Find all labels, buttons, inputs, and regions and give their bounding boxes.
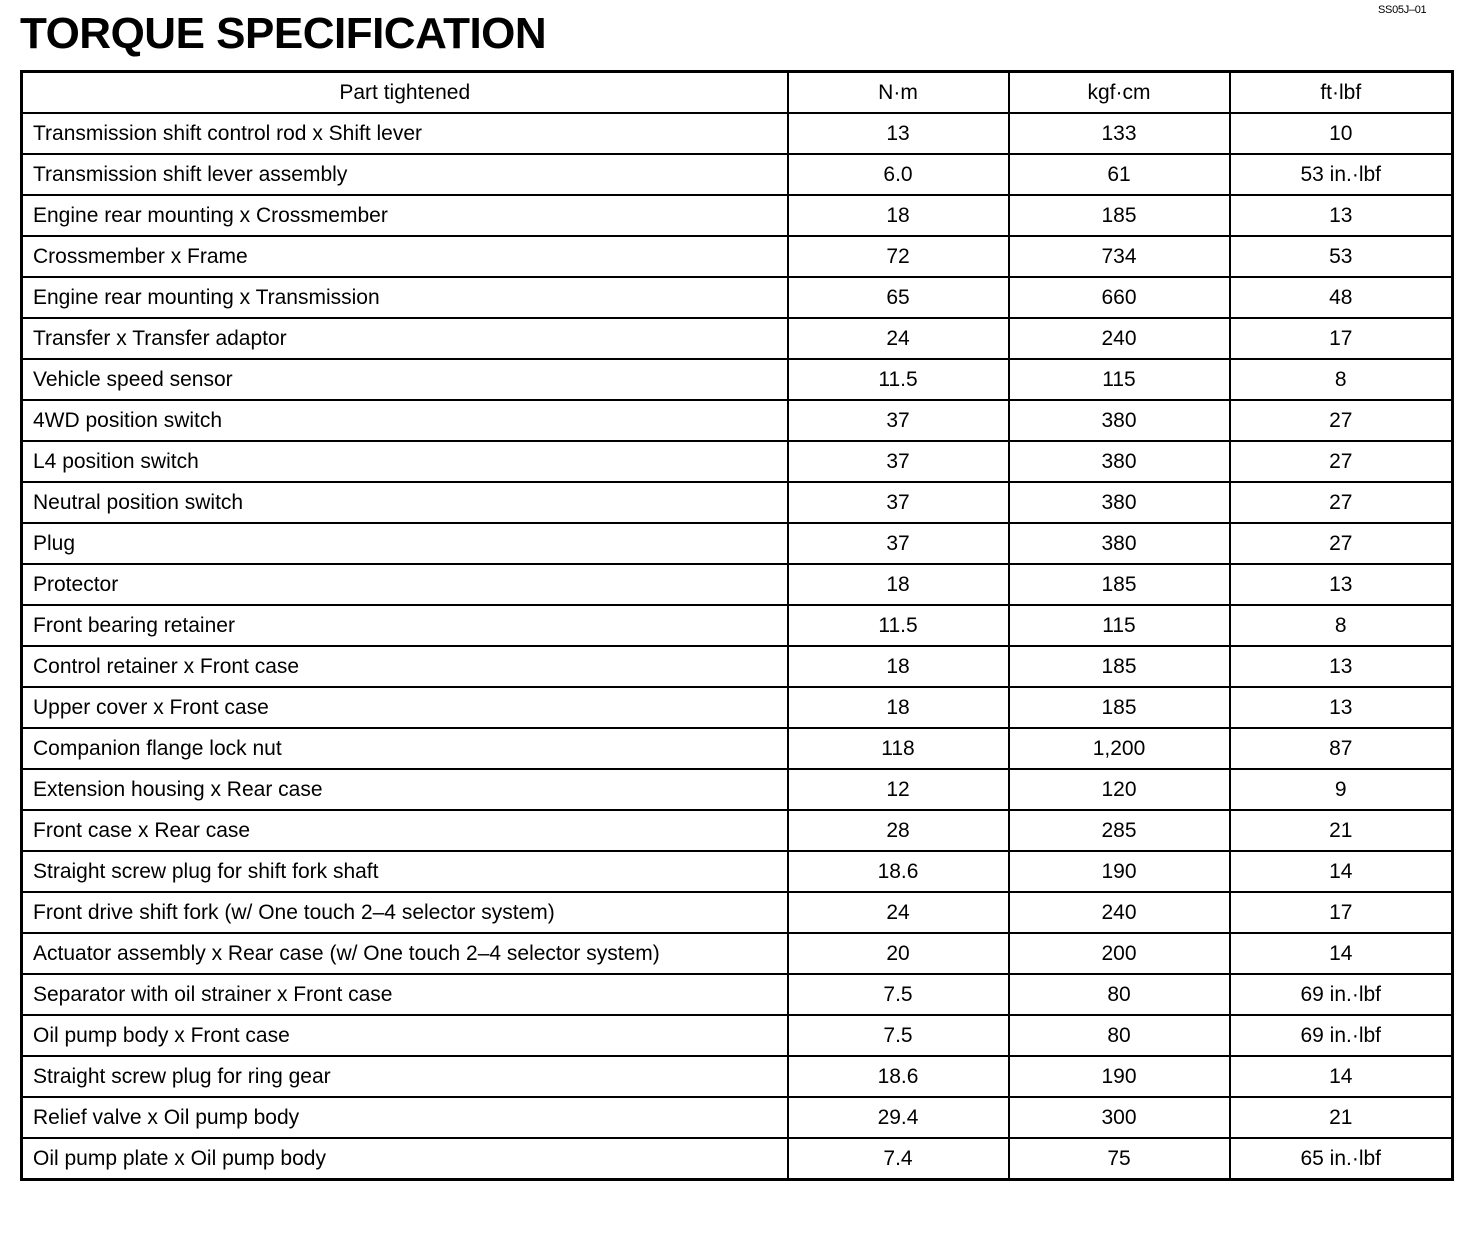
nm-cell: 11.5 <box>788 605 1009 646</box>
ft-lbf-cell: 13 <box>1230 564 1453 605</box>
nm-cell: 37 <box>788 523 1009 564</box>
ft-lbf-cell: 48 <box>1230 277 1453 318</box>
nm-cell: 18.6 <box>788 851 1009 892</box>
part-cell: Control retainer x Front case <box>22 646 788 687</box>
kgf-cm-cell: 190 <box>1009 851 1230 892</box>
nm-cell: 7.4 <box>788 1138 1009 1180</box>
ft-lbf-cell: 10 <box>1230 113 1453 154</box>
part-cell: L4 position switch <box>22 441 788 482</box>
ft-lbf-cell: 87 <box>1230 728 1453 769</box>
nm-cell: 118 <box>788 728 1009 769</box>
part-cell: Engine rear mounting x Crossmember <box>22 195 788 236</box>
table-row <box>22 646 1453 687</box>
kgf-cm-cell: 1,200 <box>1009 728 1230 769</box>
part-cell: Relief valve x Oil pump body <box>22 1097 788 1138</box>
nm-cell: 18 <box>788 687 1009 728</box>
ft-lbf-cell: 65 in.·lbf <box>1230 1138 1453 1180</box>
nm-cell: 24 <box>788 892 1009 933</box>
document-code: SS05J–01 <box>1378 4 1427 16</box>
ft-lbf-cell: 69 in.·lbf <box>1230 974 1453 1015</box>
nm-cell: 18 <box>788 195 1009 236</box>
ft-lbf-cell: 27 <box>1230 482 1453 523</box>
kgf-cm-cell: 120 <box>1009 769 1230 810</box>
nm-cell: 7.5 <box>788 1015 1009 1056</box>
kgf-cm-cell: 660 <box>1009 277 1230 318</box>
table-row <box>22 769 1453 810</box>
nm-cell: 24 <box>788 318 1009 359</box>
kgf-cm-cell: 75 <box>1009 1138 1230 1180</box>
nm-cell: 20 <box>788 933 1009 974</box>
kgf-cm-cell: 61 <box>1009 154 1230 195</box>
kgf-cm-cell: 240 <box>1009 892 1230 933</box>
nm-cell: 37 <box>788 482 1009 523</box>
ft-lbf-cell: 14 <box>1230 1056 1453 1097</box>
table-row <box>22 277 1453 318</box>
table-row <box>22 318 1453 359</box>
torque-table <box>20 70 1454 1181</box>
part-cell: Separator with oil strainer x Front case <box>22 974 788 1015</box>
table-row <box>22 564 1453 605</box>
kgf-cm-cell: 80 <box>1009 974 1230 1015</box>
nm-cell: 28 <box>788 810 1009 851</box>
table-row <box>22 359 1453 400</box>
part-cell: Straight screw plug for ring gear <box>22 1056 788 1097</box>
column-header-nm: N·m <box>788 72 1009 114</box>
part-cell: Vehicle speed sensor <box>22 359 788 400</box>
kgf-cm-cell: 185 <box>1009 195 1230 236</box>
ft-lbf-cell: 53 in.·lbf <box>1230 154 1453 195</box>
table-row <box>22 523 1453 564</box>
kgf-cm-cell: 185 <box>1009 564 1230 605</box>
ft-lbf-cell: 13 <box>1230 195 1453 236</box>
table-header-row <box>22 72 1453 114</box>
table-row <box>22 400 1453 441</box>
table-row <box>22 1015 1453 1056</box>
ft-lbf-cell: 8 <box>1230 359 1453 400</box>
ft-lbf-cell: 69 in.·lbf <box>1230 1015 1453 1056</box>
ft-lbf-cell: 13 <box>1230 646 1453 687</box>
part-cell: Engine rear mounting x Transmission <box>22 277 788 318</box>
part-cell: Actuator assembly x Rear case (w/ One touch 2–4 selector system) <box>22 933 788 974</box>
nm-cell: 12 <box>788 769 1009 810</box>
column-header-ft-lbf: ft·lbf <box>1230 72 1453 114</box>
ft-lbf-cell: 21 <box>1230 1097 1453 1138</box>
part-cell: Front bearing retainer <box>22 605 788 646</box>
ft-lbf-cell: 53 <box>1230 236 1453 277</box>
nm-cell: 7.5 <box>788 974 1009 1015</box>
part-cell: Neutral position switch <box>22 482 788 523</box>
nm-cell: 65 <box>788 277 1009 318</box>
kgf-cm-cell: 380 <box>1009 441 1230 482</box>
kgf-cm-cell: 734 <box>1009 236 1230 277</box>
table-row <box>22 113 1453 154</box>
ft-lbf-cell: 14 <box>1230 933 1453 974</box>
nm-cell: 11.5 <box>788 359 1009 400</box>
kgf-cm-cell: 380 <box>1009 482 1230 523</box>
ft-lbf-cell: 17 <box>1230 892 1453 933</box>
table-row <box>22 1056 1453 1097</box>
kgf-cm-cell: 190 <box>1009 1056 1230 1097</box>
nm-cell: 72 <box>788 236 1009 277</box>
nm-cell: 18.6 <box>788 1056 1009 1097</box>
part-cell: Companion flange lock nut <box>22 728 788 769</box>
part-cell: Front drive shift fork (w/ One touch 2–4 selector system) <box>22 892 788 933</box>
kgf-cm-cell: 300 <box>1009 1097 1230 1138</box>
table-row <box>22 195 1453 236</box>
table-row <box>22 851 1453 892</box>
part-cell: Straight screw plug for shift fork shaft <box>22 851 788 892</box>
nm-cell: 37 <box>788 441 1009 482</box>
table-row <box>22 441 1453 482</box>
kgf-cm-cell: 133 <box>1009 113 1230 154</box>
part-cell: Transmission shift lever assembly <box>22 154 788 195</box>
table-body <box>22 113 1453 1180</box>
table-row <box>22 728 1453 769</box>
ft-lbf-cell: 17 <box>1230 318 1453 359</box>
nm-cell: 18 <box>788 564 1009 605</box>
table-row <box>22 892 1453 933</box>
table-row <box>22 933 1453 974</box>
part-cell: Extension housing x Rear case <box>22 769 788 810</box>
part-cell: 4WD position switch <box>22 400 788 441</box>
table-row <box>22 810 1453 851</box>
ft-lbf-cell: 9 <box>1230 769 1453 810</box>
table-row <box>22 605 1453 646</box>
kgf-cm-cell: 380 <box>1009 523 1230 564</box>
part-cell: Plug <box>22 523 788 564</box>
column-header-part: Part tightened <box>22 72 788 114</box>
page-title: TORQUE SPECIFICATION <box>20 9 547 58</box>
nm-cell: 18 <box>788 646 1009 687</box>
kgf-cm-cell: 200 <box>1009 933 1230 974</box>
table-row <box>22 974 1453 1015</box>
ft-lbf-cell: 14 <box>1230 851 1453 892</box>
table-row <box>22 1097 1453 1138</box>
part-cell: Front case x Rear case <box>22 810 788 851</box>
table-row <box>22 482 1453 523</box>
ft-lbf-cell: 27 <box>1230 523 1453 564</box>
ft-lbf-cell: 27 <box>1230 441 1453 482</box>
table-row <box>22 1138 1453 1180</box>
kgf-cm-cell: 115 <box>1009 359 1230 400</box>
ft-lbf-cell: 27 <box>1230 400 1453 441</box>
nm-cell: 29.4 <box>788 1097 1009 1138</box>
nm-cell: 37 <box>788 400 1009 441</box>
kgf-cm-cell: 115 <box>1009 605 1230 646</box>
nm-cell: 6.0 <box>788 154 1009 195</box>
table-row <box>22 687 1453 728</box>
kgf-cm-cell: 185 <box>1009 687 1230 728</box>
kgf-cm-cell: 185 <box>1009 646 1230 687</box>
part-cell: Protector <box>22 564 788 605</box>
column-header-kgf-cm: kgf·cm <box>1009 72 1230 114</box>
ft-lbf-cell: 21 <box>1230 810 1453 851</box>
nm-cell: 13 <box>788 113 1009 154</box>
ft-lbf-cell: 13 <box>1230 687 1453 728</box>
part-cell: Transfer x Transfer adaptor <box>22 318 788 359</box>
table-row <box>22 236 1453 277</box>
kgf-cm-cell: 380 <box>1009 400 1230 441</box>
part-cell: Oil pump plate x Oil pump body <box>22 1138 788 1180</box>
part-cell: Crossmember x Frame <box>22 236 788 277</box>
table-row <box>22 154 1453 195</box>
ft-lbf-cell: 8 <box>1230 605 1453 646</box>
kgf-cm-cell: 80 <box>1009 1015 1230 1056</box>
part-cell: Oil pump body x Front case <box>22 1015 788 1056</box>
kgf-cm-cell: 285 <box>1009 810 1230 851</box>
kgf-cm-cell: 240 <box>1009 318 1230 359</box>
part-cell: Transmission shift control rod x Shift lever <box>22 113 788 154</box>
part-cell: Upper cover x Front case <box>22 687 788 728</box>
